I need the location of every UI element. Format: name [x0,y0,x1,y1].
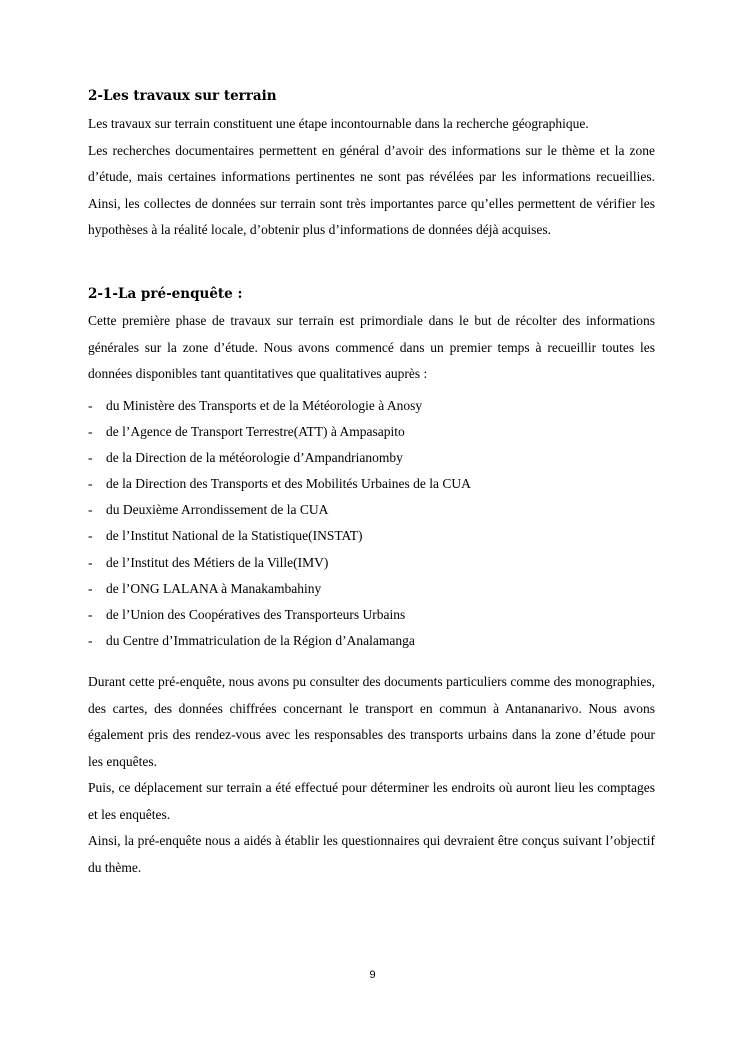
list-item-text: du Centre d’Immatriculation de la Région d’Analamanga [106,632,415,648]
paragraph-pre-enquete-intro: Cette première phase de travaux sur terrain est primordiale dans le but de récolter des informations générales sur la zone d’étude. Nous avons commencé dans un premier temps à recueillir toutes les données disponibles tant quantitatives que qualitatives auprès : [88,313,655,381]
list-marker: - [88,632,93,648]
paragraph-recherches-documentaires: Les recherches documentaires permettent en général d’avoir des informations sur le thème et la zone d’étude, mais certaines informations pertinentes ne sont pas révélées par les informations recueillies. Ainsi, les collectes de données sur terrain sont très importantes parce qu’elles permettent de vérifier les hypothèses à la réalité locale, d’obtenir plus d’informations de données déjà acquises. [88,142,655,237]
list-marker: - [88,580,93,596]
list-marker: - [88,502,93,518]
page-number: 9 [369,969,376,981]
institutions-list [88,393,655,654]
list-marker: - [88,528,93,544]
list-item-text: de l’Agence de Transport Terrestre(ATT) à Ampasapito [106,424,405,440]
section-body-travaux-terrain [88,111,655,244]
list-item [88,576,655,602]
list-item-text: de la Direction de la météorologie d’Ampandrianomby [106,450,403,466]
list-item [88,393,655,419]
section-body-pre-enquete-conclusion [88,669,655,881]
list-item [88,419,655,445]
list-item-text: de l’Union des Coopératives des Transporteurs Urbains [106,606,406,622]
list-item-text: de l’Institut des Métiers de la Ville(IMV) [106,554,329,570]
list-item [88,602,655,628]
list-item-text: de la Direction des Transports et des Mobilités Urbaines de la CUA [106,476,471,492]
list-item-text: de l’ONG LALANA à Manakambahiny [106,580,322,596]
list-marker: - [88,606,93,622]
section-body-pre-enquete-intro [88,308,655,388]
section-heading-pre-enquete: 2-1-La pré-enquête : [88,286,243,302]
paragraph-questionnaires: Ainsi, la pré-enquête nous a aidés à établir les questionnaires qui devraient être conçus suivant l’objectif du thème. [88,833,655,875]
paragraph-intro-line: Les travaux sur terrain constituent une étape incontournable dans la recherche géographique. [88,116,589,131]
list-marker: - [88,476,93,492]
paragraph-deplacement-terrain: Puis, ce déplacement sur terrain a été effectué pour déterminer les endroits où auront lieu les comptages et les enquêtes. [88,780,655,822]
list-item [88,471,655,497]
list-marker: - [88,424,93,440]
list-item [88,550,655,576]
list-marker: - [88,554,93,570]
list-item [88,523,655,549]
list-item [88,497,655,523]
list-marker: - [88,450,93,466]
list-item-text: de l’Institut National de la Statistique(INSTAT) [106,528,363,544]
list-marker: - [88,398,93,413]
list-item-text: du Ministère des Transports et de la Météorologie à Anosy [106,398,423,413]
list-item [88,628,655,654]
list-item-text: du Deuxième Arrondissement de la CUA [106,502,329,518]
list-item [88,445,655,471]
paragraph-durant-pre-enquete: Durant cette pré-enquête, nous avons pu consulter des documents particuliers comme des monographies, des cartes, des données chiffrées concernant le transport en commun à Antananarivo. Nous avons également pris des rendez-vous avec les responsables des transports urbains dans la zone d’étude pour les enquêtes. [88,674,655,769]
section-heading-travaux-terrain: 2-Les travaux sur terrain [88,88,277,104]
